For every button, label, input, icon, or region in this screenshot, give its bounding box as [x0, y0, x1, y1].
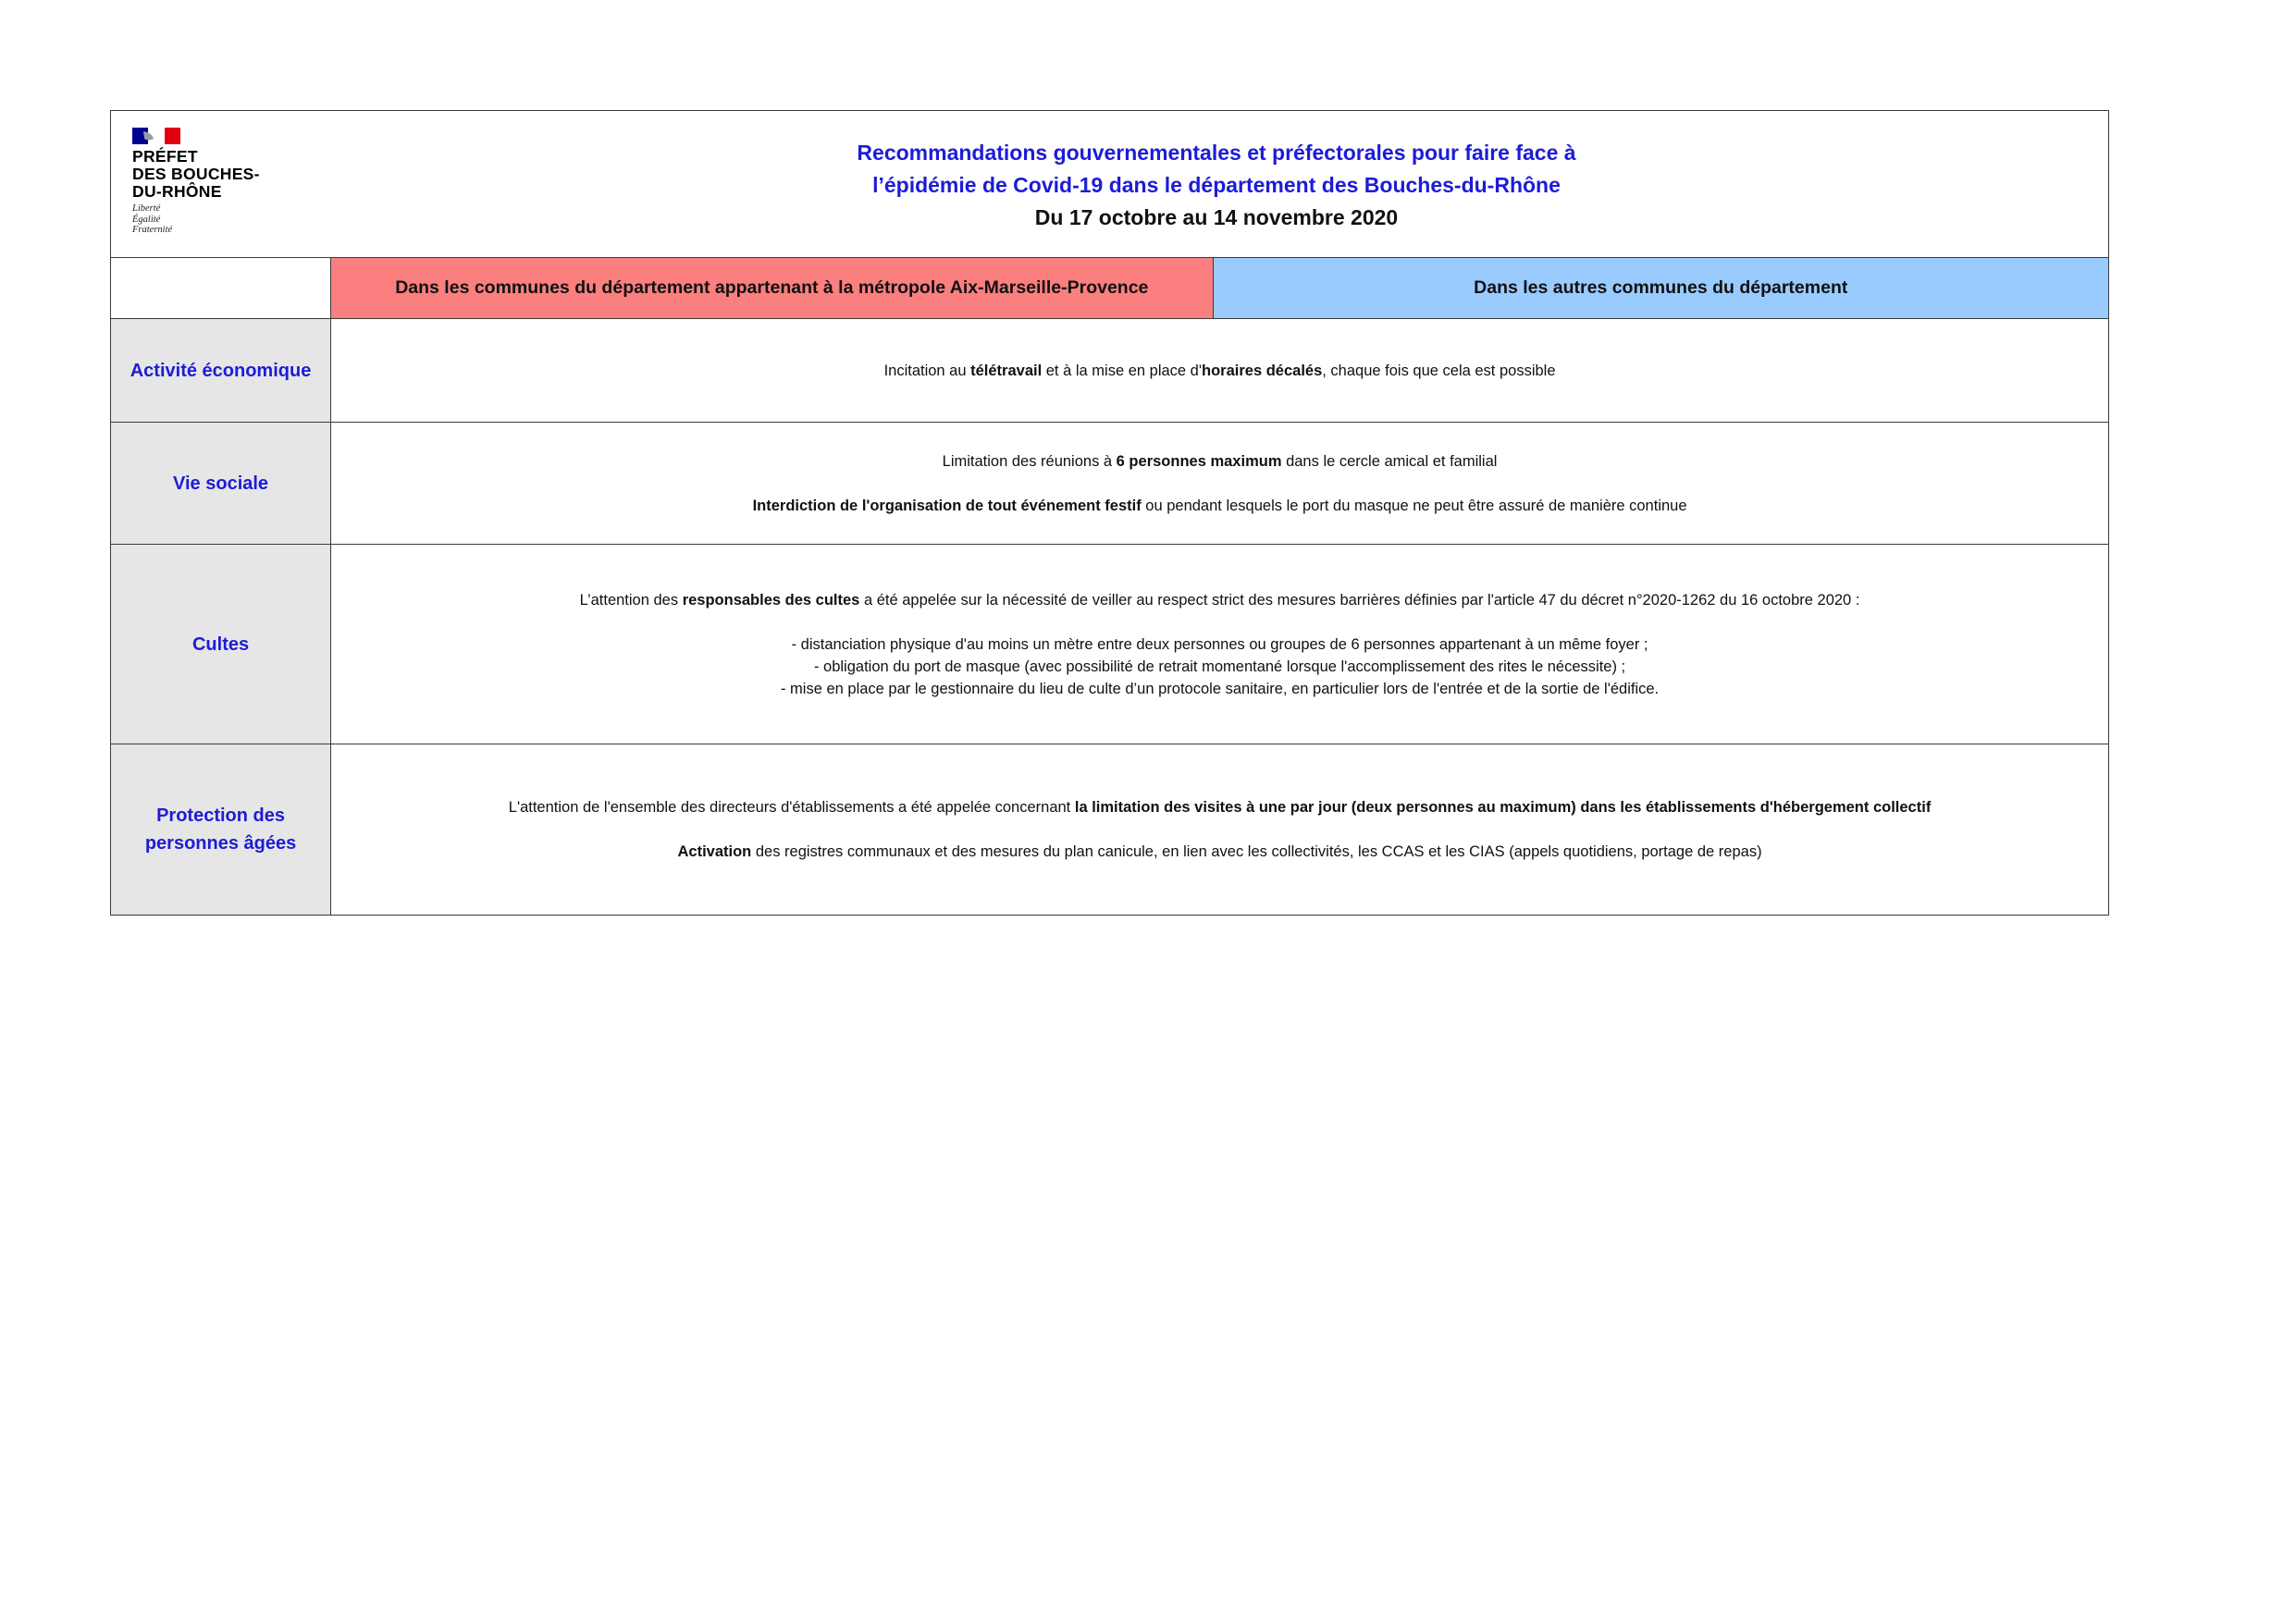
row-label-social-life: Vie sociale: [111, 423, 331, 545]
row-label-worship: Cultes: [111, 545, 331, 744]
content-social-life: [331, 423, 2109, 545]
row-worship: [111, 545, 2109, 744]
worship-item-2: - obligation du port de masque (avec possibilité de retrait momentané lorsque l'accomplissement des rites le nécessite) ;: [813, 658, 1626, 675]
worship-item-1: - distanciation physique d'au moins un mètre entre deux personnes ou groupes de 6 personnes appartenant à un même foyer ;: [791, 635, 1648, 653]
text: dans le cercle amical et familial: [1281, 452, 1498, 470]
content-economic-activity: [331, 319, 2109, 423]
bold-text: Interdiction de l'organisation de tout événement festif: [752, 497, 1142, 514]
text: L’attention des: [579, 591, 683, 609]
title-line-2: l’épidémie de Covid-19 dans le département des Bouches-du-Rhône: [872, 173, 1561, 197]
column-header-row: [111, 258, 2109, 319]
spacer: [331, 473, 2108, 495]
motto-egalite: Égalité: [132, 214, 161, 225]
motto-liberte: Liberté: [132, 203, 161, 214]
title-line-1: Recommandations gouvernementales et préfectorales pour faire face à: [857, 141, 1576, 165]
title-date: Du 17 octobre au 14 novembre 2020: [1034, 205, 1399, 229]
content-elderly-protection: [331, 744, 2109, 916]
bold-text: télétravail: [970, 362, 1043, 379]
bold-text: Activation: [677, 843, 752, 860]
bold-text: 6 personnes maximum: [1116, 452, 1282, 470]
content-worship: [331, 545, 2109, 744]
row-label-elderly-protection: [111, 744, 331, 916]
text: Limitation des réunions à: [942, 452, 1117, 470]
protection-paragraph-1: [331, 796, 2108, 818]
column-header-metropole: Dans les communes du département appartenant à la métropole Aix-Marseille-Provence: [331, 258, 1213, 319]
text: et à la mise en place d': [1042, 362, 1203, 379]
spacer: [331, 611, 2108, 633]
spacer: [331, 818, 2108, 841]
header-row: [111, 111, 2109, 258]
row-social-life: [111, 423, 2109, 545]
row-economic-activity: [111, 319, 2109, 423]
label-line-2: personnes âgées: [144, 833, 297, 854]
text: ou pendant lesquels le port du masque ne peut être assuré de manière continue: [1141, 497, 1687, 514]
motto-fraternite: Fraternité: [132, 225, 173, 235]
logo-line-3: DU-RHÔNE: [132, 182, 222, 201]
row-elderly-protection: [111, 744, 2109, 916]
document-title: [703, 137, 1730, 234]
text: , chaque fois que cela est possible: [1322, 362, 1556, 379]
economic-paragraph: [331, 360, 2108, 382]
marianne-flag-icon: [132, 128, 180, 144]
recommendations-table: [110, 110, 2109, 916]
logo-line-2: DES BOUCHES-: [132, 165, 260, 183]
column-header-other-communes: Dans les autres communes du département: [1213, 258, 2108, 319]
label-line-1: Protection des: [156, 805, 285, 826]
text: a été appelée sur la nécessité de veiller au respect strict des mesures barrières définies par l'article 47 du décret n°2020-1262 du 16 octobre 2020 :: [859, 591, 1860, 609]
bold-text: la limitation des visites à une par jour (deux personnes au maximum) dans les établissements d'hébergement collectif: [1074, 799, 1932, 816]
bold-text: horaires décalés: [1202, 362, 1323, 379]
republic-motto: [132, 203, 271, 236]
prefecture-logo: [132, 128, 271, 236]
text: des registres communaux et des mesures du plan canicule, en lien avec les collectivités, les CCAS et les CIAS (appels quotidiens, portage de repas): [751, 843, 1762, 860]
protection-paragraph-2: [331, 841, 2108, 863]
social-paragraph-1: [331, 450, 2108, 473]
worship-item-3: - mise en place par le gestionnaire du lieu de culte d’un protocole sanitaire, en particulier lors de l'entrée et de la sortie de l'édifice.: [780, 680, 1660, 697]
text: Incitation au: [883, 362, 971, 379]
bold-text: responsables des cultes: [682, 591, 860, 609]
worship-intro: [331, 589, 2108, 611]
row-label-economic-activity: Activité économique: [111, 319, 331, 423]
social-paragraph-2: [331, 495, 2108, 517]
logo-line-1: PRÉFET: [132, 147, 198, 166]
header-cell: [111, 111, 2109, 258]
text: L'attention de l'ensemble des directeurs d'établissements a été appelée concernant: [508, 799, 1075, 816]
empty-corner-cell: [111, 258, 331, 319]
